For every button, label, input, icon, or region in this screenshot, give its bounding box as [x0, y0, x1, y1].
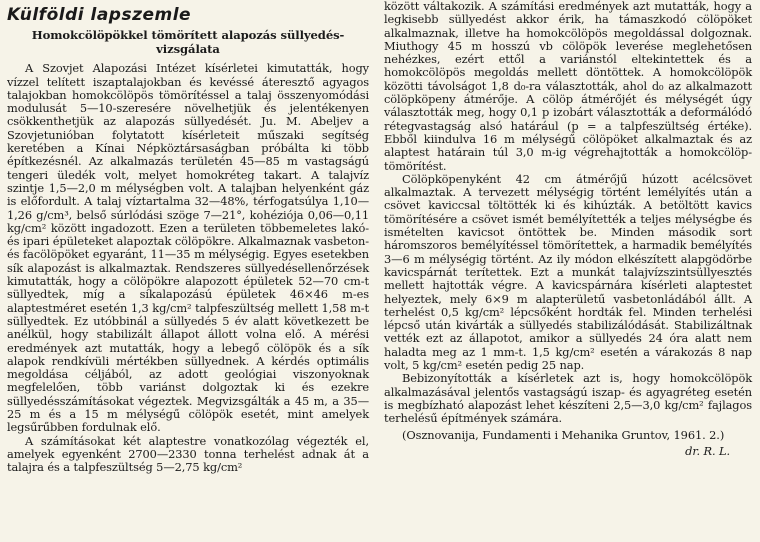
body-paragraph: A Szovjet Alapozási Intézet kísérletei kimutatták, hogy vízzel telített iszaptalajokban és kevéssé áteresztő agyagos talajokban homokcölöpös tömörítéssel a talaj összenyomódási modulusát 5—10-szeresére növelhetjük és jelentékenyen csökkenthetjük az alapozás süllyedését. Ju. M. Abeljev a Szovjetunióban folytatott kísérleteit műszaki segítség keretében a Kínai Népköztársaságban próbálta ki több építkezésnél. Az alkalmazás területén 45—85 m vastagságú tengeri üledék volt, melyet homokréteg takart. A talajvíz szintje 1,5—2,0 m mélységben volt. A talajban helyenként gáz is előfordult. A talaj víztartalma 32—48%, térfogatsúlya 1,10—1,26 g/cm³, belső súrlódási szöge 7—21°, kohéziója 0,06—0,11 kg/cm² között ingadozott. Ezen a területen többemeletes lakó- és ipari épületeket alapoztak cölöpökre. Alkalmaznak vasbeton- és facölöpöket egyaránt, 11—35 m mélységig. Egyes esetekben sík alapozást is alkalmaztak. Rendszeres süllyedésellenőrzések kimutatták, hogy a cölöpökre alapozott épületek 52—70 cm-t süllyedtek, míg a síkalapozású épületek 46×46 m-es alaptestméret esetén 1,3 kg/cm² talpfeszültség mellett 1,58 m-t süllyedtek. Ez utóbbinál a süllyedés 5 év alatt következett be anélkül, hogy stabilizált állapot állott volna elő. A mérési eredmények azt mutatták, hogy a lebegő cölöpök és a sík alapok rendkívüli mértékben süllyednek. A kérdés optimális megoldása céljából, az adott geológiai viszonyoknak megfelelően, több variánst dolgoztak ki és ezekre süllyedésszámításokat végeztek. Megvizsgálták a 45 m, a 35—25 m és a 15 m mélységű cölöpök esetét, mint amelyek legsűrűbben fordulnak elő.: [7, 61, 370, 435]
body-paragraph: Cölöpköpenyként 42 cm átmérőjű húzott acélcsövet alkalmaztak. A tervezett mélységig történt lemélyítés után a csövet kaviccsal töltötték ki és kihúzták. A betöltött kavics tömörítésére a csövet ismét bemélyítették a teljes mélységbe és ismételten kavicsot öntöttek be. Minden második sort háromszoros bemélyítéssel tömörítettek, a harmadik bemélyítés 3—6 m mélységig történt. Az ily módon elkészített alapgödörbe kavicspárnát terítettek. Ezt a munkát talajvízszintsüllyesztés mellett hajtották végre. A kavicspárnára kísérleti alaptestet helyeztek, mely 6×9 m alapterületű vasbetonládából állt. A terhelést 0,5 kg/cm² lépcsőként hordták fel. Minden terhelési lépcső után kivárták a süllyedés stabilizálódását. Stabilizáltnak vették ezt az állapotot, amikor a süllyedés 24 óra alatt nem haladta meg az 1 mm-t. 1,5 kg/cm² esetén a várakozás 8 nap volt, 5 kg/cm² esetén pedig 25 nap.: [384, 171, 752, 373]
section-title: Külföldi lapszemle: [7, 5, 192, 25]
author-signature: dr. R. L.: [685, 443, 730, 458]
left-column: [7, 0, 369, 475]
right-column: [384, 0, 752, 458]
body-paragraph: Bebizonyították a kísérletek azt is, hogy homokcölöpök alkalmazásával jelentős vastagságú iszap- és agyagréteg esetén is megbízható alapozást lehet készíteni 2,5—3,0 kg/cm² fajlagos terhelésű építmények számára.: [384, 371, 752, 426]
source-citation: (Osznovanija, Fundamenti i Mehanika Gruntov, 1961. 2.): [402, 427, 725, 442]
body-paragraph: között váltakozik. A számítási eredmények azt mutatták, hogy a legkisebb süllyedést akkor érik, ha támaszkodó cölöpöket alkalmaznak, illetve ha homokcölöpös megoldással dolgoznak. Miuthogy 45 m hosszú vb cölöpök leverése meglehetősen nehézkes, ezért ettől a variánstól eltekintettek és a homokcölöpös megoldás mellett döntöttek. A homokcölöpök közötti távolságot 1,8 d₀-ra választották, ahol d₀ az alkalmazott cölöpköpeny átmérője. A cölöp átmérőjét és mélységét úgy választották meg, hogy 0,1 p izobárt választották a deformálódó rétegvastagság alsó határául (p = a talpfeszültség értéke). Ebből kiindulva 16 m mélységű cölöpöket alkalmaztak és az alaptest határain túl 3,0 m-ig végrehajtották a homokcölöp-tömörítést.: [384, 0, 752, 173]
body-paragraph: A számításokat két alaptestre vonatkozólag végezték el, amelyek egyenként 2700—2330 tonna terhelést adnak át a talajra és a talpfeszültség 5—2,75 kg/cm²: [7, 433, 369, 475]
article-title: Homokcölöpökkel tömörített alapozás süllyedés-vizsgálata: [31, 28, 345, 57]
